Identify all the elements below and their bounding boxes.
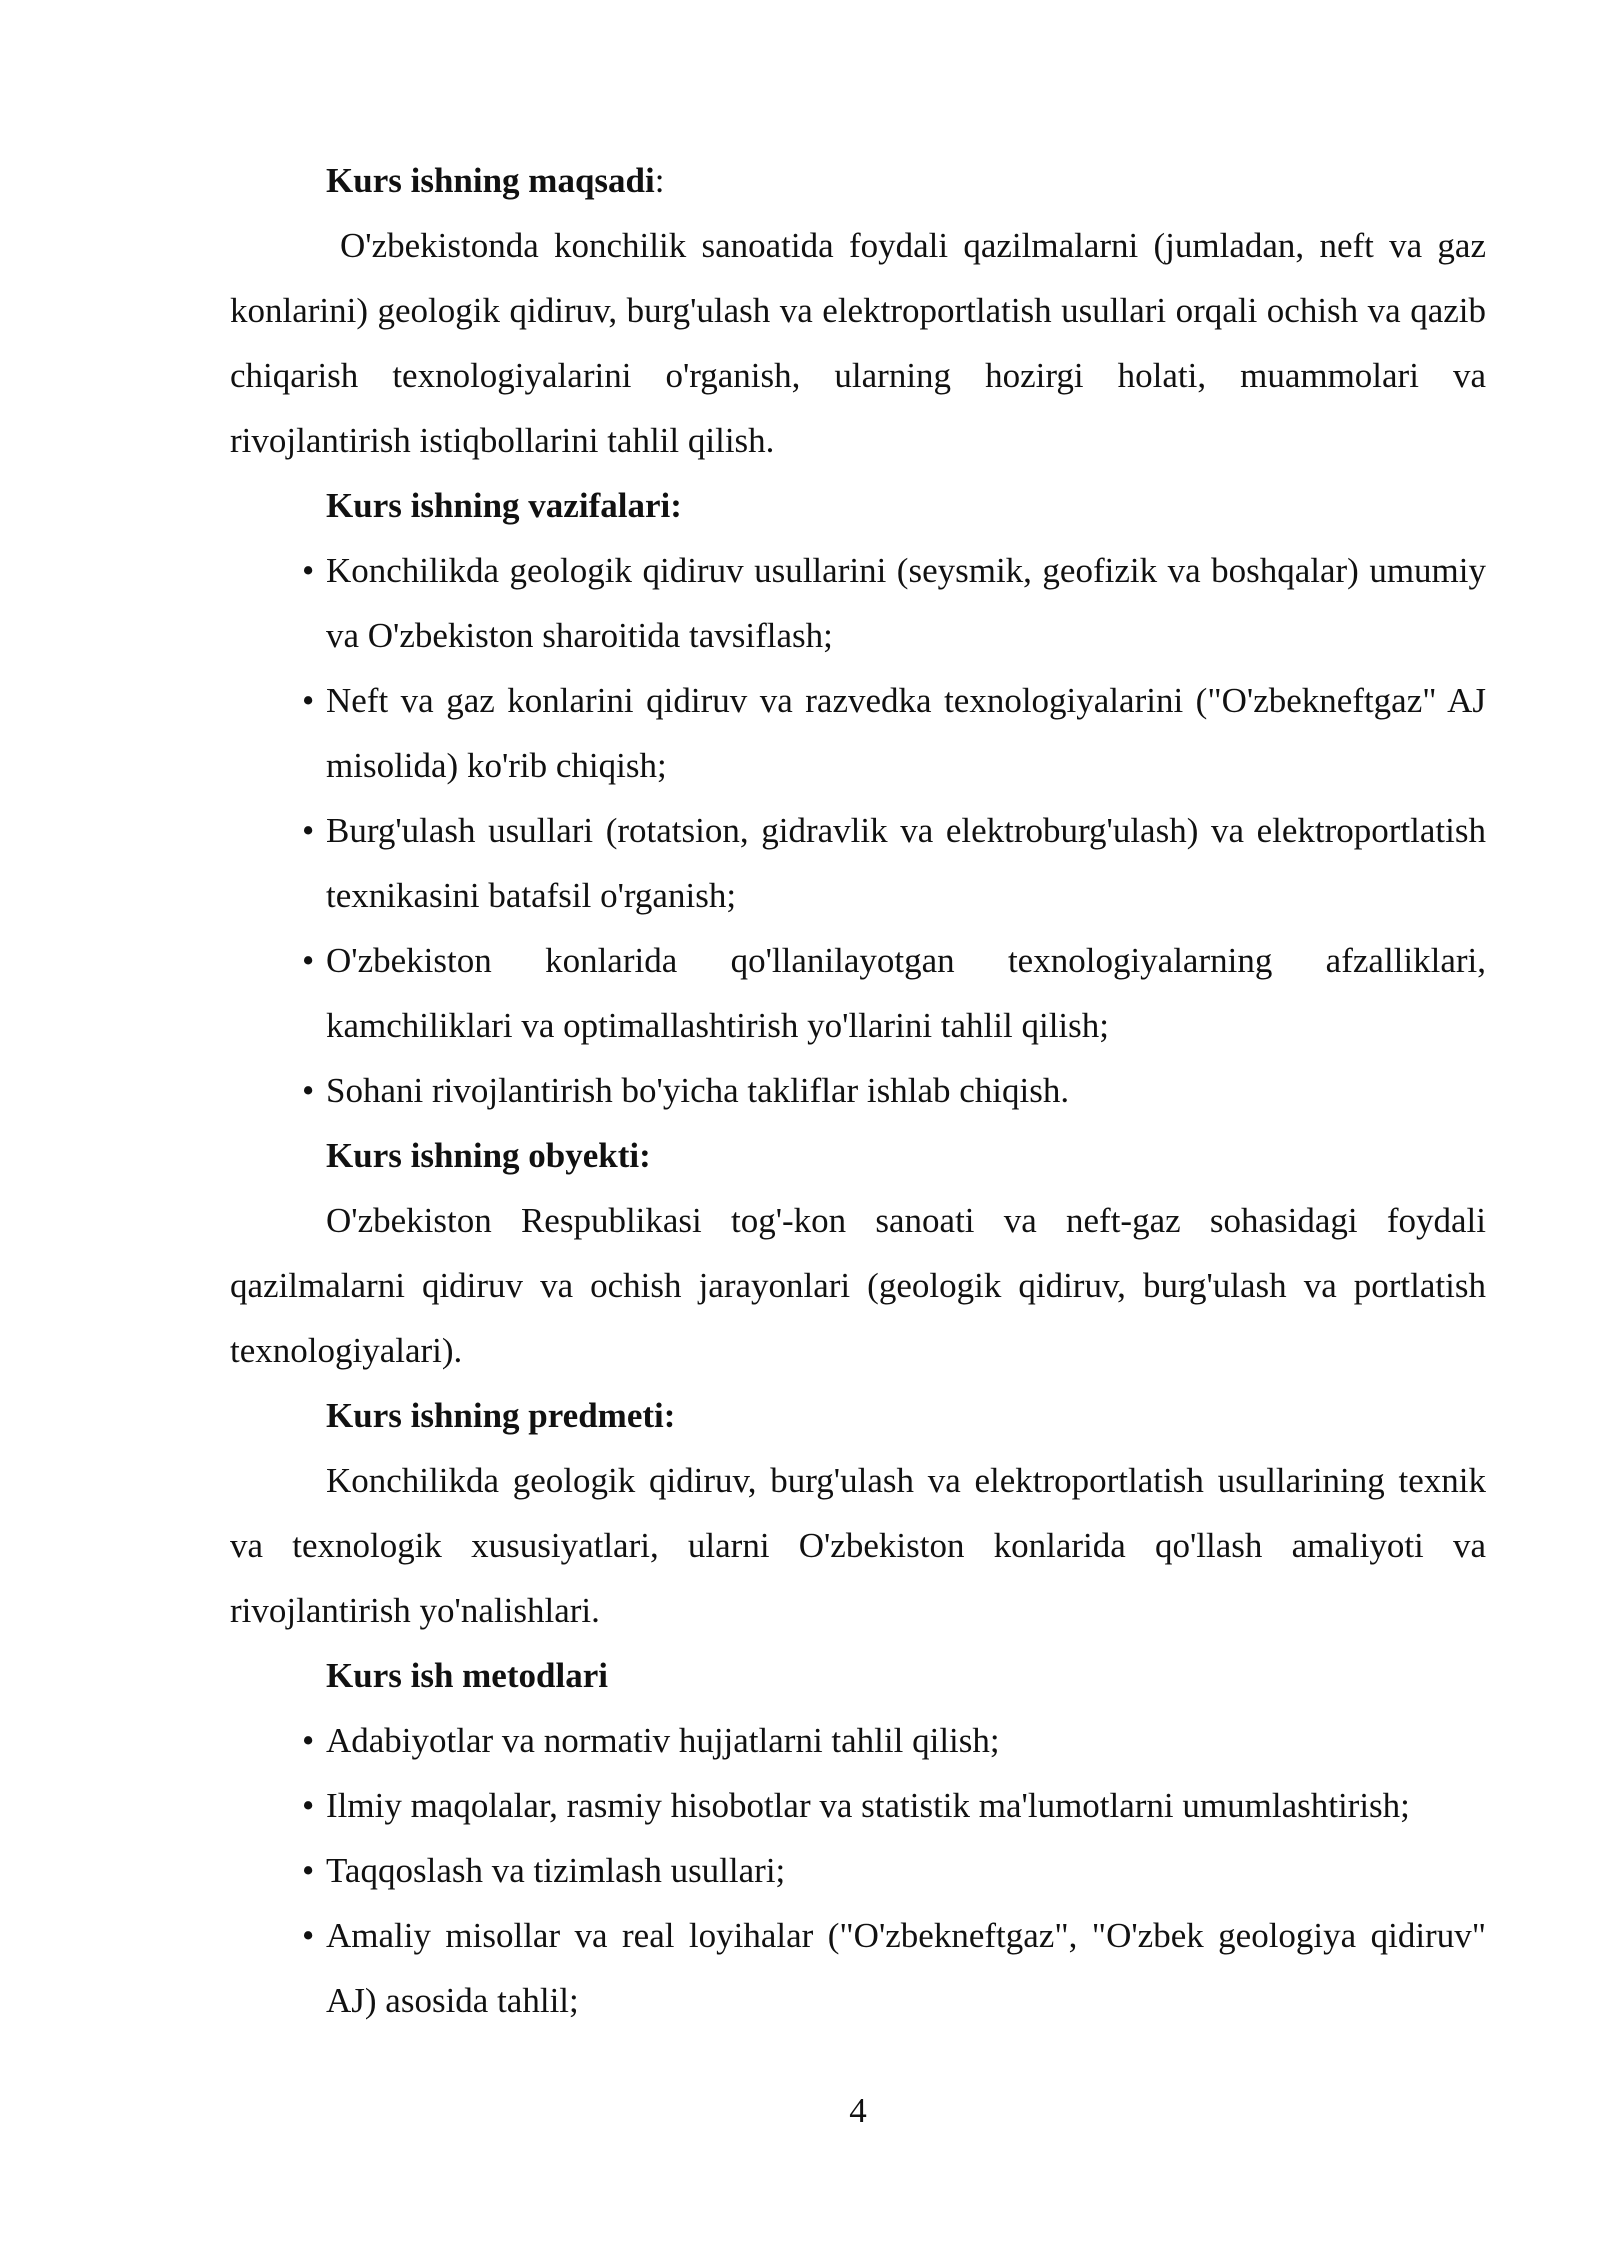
page-content [230, 148, 1486, 2033]
bullet-icon: • [302, 681, 315, 720]
bullet-icon: • [302, 1071, 315, 1110]
list-item [230, 1773, 1486, 1838]
tasks-list [230, 538, 1486, 1123]
list-item-text: O'zbekiston konlarida qo'llanilayotgan texnologiyalarning afzalliklari, kamchiliklari va optimallashtirish yo'llarini tahlil qilish; [326, 941, 1486, 1045]
bullet-icon: • [302, 811, 315, 850]
list-item [230, 928, 1486, 1058]
list-item [230, 798, 1486, 928]
methods-heading: Kurs ish metodlari [326, 1656, 608, 1695]
list-item-text: Konchilikda geologik qidiruv usullarini (seysmik, geofizik va boshqalar) umumiy va O'zbekiston sharoitida tavsiflash; [326, 551, 1486, 655]
list-item-text: Burg'ulash usullari (rotatsion, gidravlik va elektroburg'ulash) va elektroportlatish texnikasini batafsil o'rganish; [326, 811, 1486, 915]
methods-list [230, 1708, 1486, 2033]
subject-paragraph: Konchilikda geologik qidiruv, burg'ulash va elektroportlatish usullarining texnik va texnologik xususiyatlari, ularni O'zbekiston konlarida qo'llash amaliyoti va rivojlantirish yo'nalishlari. [230, 1461, 1486, 1630]
bullet-icon: • [302, 1916, 315, 1955]
tasks-heading: Kurs ishning vazifalari: [326, 486, 682, 525]
page-number: 4 [849, 2091, 867, 2130]
bullet-icon: • [302, 1786, 315, 1825]
goal-heading-colon: : [654, 161, 665, 200]
bullet-icon: • [302, 551, 315, 590]
bullet-icon: • [302, 1721, 315, 1760]
list-item [230, 538, 1486, 668]
list-item-text: Amaliy misollar va real loyihalar ("O'zbekneftgaz", "O'zbek geologiya qidiruv" AJ) asosida tahlil; [326, 1916, 1486, 2020]
object-paragraph: O'zbekiston Respublikasi tog'-kon sanoati va neft-gaz sohasidagi foydali qazilmalarni qidiruv va ochish jarayonlari (geologik qidiruv, burg'ulash va portlatish texnologiyalari). [230, 1201, 1486, 1370]
goal-heading [230, 148, 1486, 213]
list-item-text: Neft va gaz konlarini qidiruv va razvedka texnologiyalarini ("O'zbekneftgaz" AJ misolida) ko'rib chiqish; [326, 681, 1486, 785]
list-item [230, 1058, 1486, 1123]
goal-paragraph: O'zbekistonda konchilik sanoatida foydali qazilmalarni (jumladan, neft va gaz konlarini) geologik qidiruv, burg'ulash va elektroportlatish usullari orqali ochish va qazib chiqarish texnologiyalarini o'rganish, ularning hozirgi holati, muammolari va rivojlantirish istiqbollarini tahlil qilish. [230, 226, 1486, 460]
list-item-text: Taqqoslash va tizimlash usullari; [326, 1851, 786, 1890]
list-item [230, 1708, 1486, 1773]
list-item-text: Sohani rivojlantirish bo'yicha takliflar ishlab chiqish. [326, 1071, 1070, 1110]
bullet-icon: • [302, 941, 315, 980]
list-item [230, 1903, 1486, 2033]
subject-heading: Kurs ishning predmeti: [326, 1396, 676, 1435]
list-item-text: Ilmiy maqolalar, rasmiy hisobotlar va statistik ma'lumotlarni umumlashtirish; [326, 1786, 1410, 1825]
goal-heading-text: Kurs ishning maqsadi [326, 161, 655, 200]
object-heading: Kurs ishning obyekti: [326, 1136, 651, 1175]
list-item [230, 668, 1486, 798]
list-item [230, 1838, 1486, 1903]
list-item-text: Adabiyotlar va normativ hujjatlarni tahlil qilish; [326, 1721, 1000, 1760]
bullet-icon: • [302, 1851, 315, 1890]
